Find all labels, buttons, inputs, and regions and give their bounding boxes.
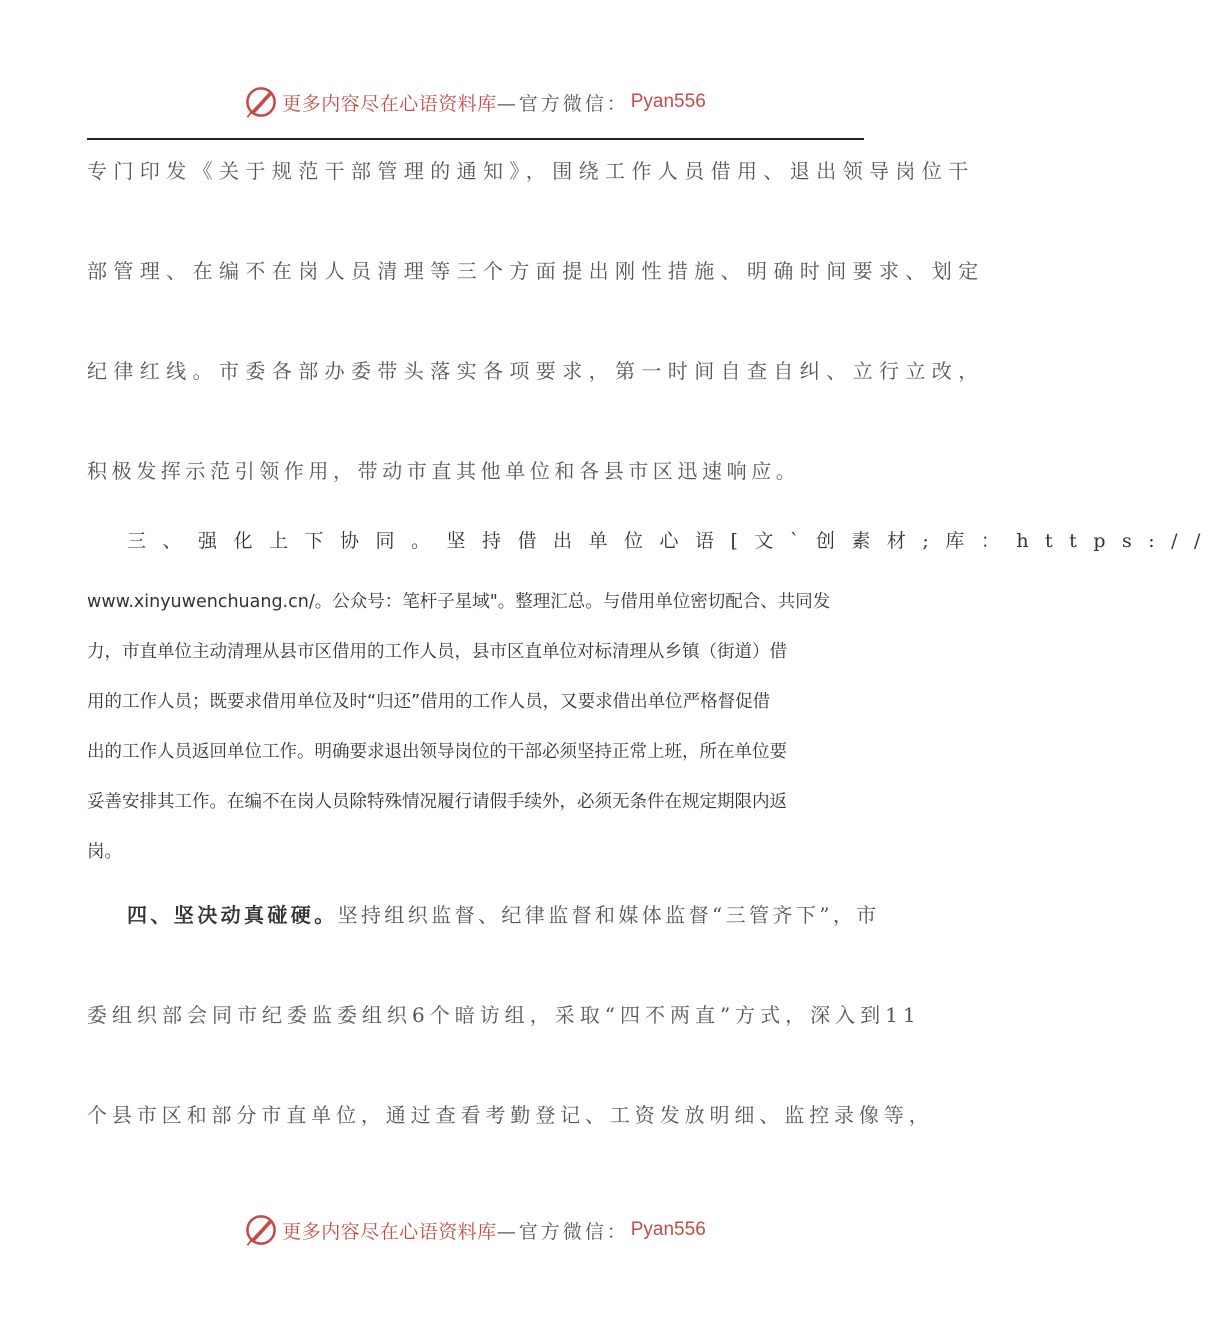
footer-brand-suffix: —官方微信： <box>496 1220 629 1243</box>
header-brand-text: 更多内容尽在心语资料库 <box>282 92 497 115</box>
para3-line-1 <box>127 904 880 926</box>
header-wechat-id: Pyan556 <box>630 91 706 112</box>
para2-line-1: 三、强化上下协同。坚持借出单位心语[文`创素材;库：https:// <box>127 530 1217 552</box>
para2-line-6: 妥善安排其工作。在编不在岗人员除特殊情况履行请假手续外，必须无条件在规定期限内返 <box>87 792 787 812</box>
footer-brand-text: 更多内容尽在心语资料库 <box>282 1220 497 1243</box>
para2-line-4: 用的工作人员；既要求借用单位及时“归还”借用的工作人员，又要求借出单位严格督促借 <box>87 692 771 712</box>
para1-line-1: 专门印发《关于规范干部管理的通知》，围绕工作人员借用、退出领导岗位干 <box>87 159 975 183</box>
footer-wechat-id: Pyan556 <box>630 1219 706 1240</box>
para2-line-3: 力，市直单位主动清理从县市区借用的工作人员，县市区直单位对标清理从乡镇（街道）借 <box>87 642 787 662</box>
quill-logo-icon <box>244 1213 278 1247</box>
quill-logo-icon <box>244 85 278 119</box>
para2-line-7: 岗。 <box>87 842 122 862</box>
para3-heading: 四、坚决动真碰硬。 <box>127 903 338 927</box>
para2-line-5: 出的工作人员返回单位工作。明确要求退出领导岗位的干部必须坚持正常上班，所在单位要 <box>87 742 787 762</box>
header-banner <box>0 84 950 120</box>
para1-line-4: 积极发挥示范引领作用，带动市直其他单位和各县市区迅速响应。 <box>87 459 801 483</box>
para3-line-2: 委组织部会同市纪委监委组织6个暗访组，采取“四不两直”方式，深入到11 <box>87 1003 921 1027</box>
para3-line-1-text: 坚持组织监督、纪律监督和媒体监督“三管齐下”，市 <box>337 903 880 927</box>
footer-banner <box>0 1212 950 1248</box>
header-rule <box>87 138 864 140</box>
para2-line-2: www.xinyuwenchuang.cn/。公众号：笔杆子星域"。整理汇总。与借用单位密切配合、共同发 <box>87 592 831 612</box>
para1-line-2: 部管理、在编不在岗人员清理等三个方面提出刚性措施、明确时间要求、划定 <box>87 259 985 283</box>
header-brand-suffix: —官方微信： <box>496 92 629 115</box>
para3-line-3: 个县市区和部分市直单位，通过查看考勤登记、工资发放明细、监控录像等， <box>87 1103 934 1127</box>
para1-line-3: 纪律红线。市委各部办委带头落实各项要求，第一时间自查自纠、立行立改， <box>87 359 985 383</box>
